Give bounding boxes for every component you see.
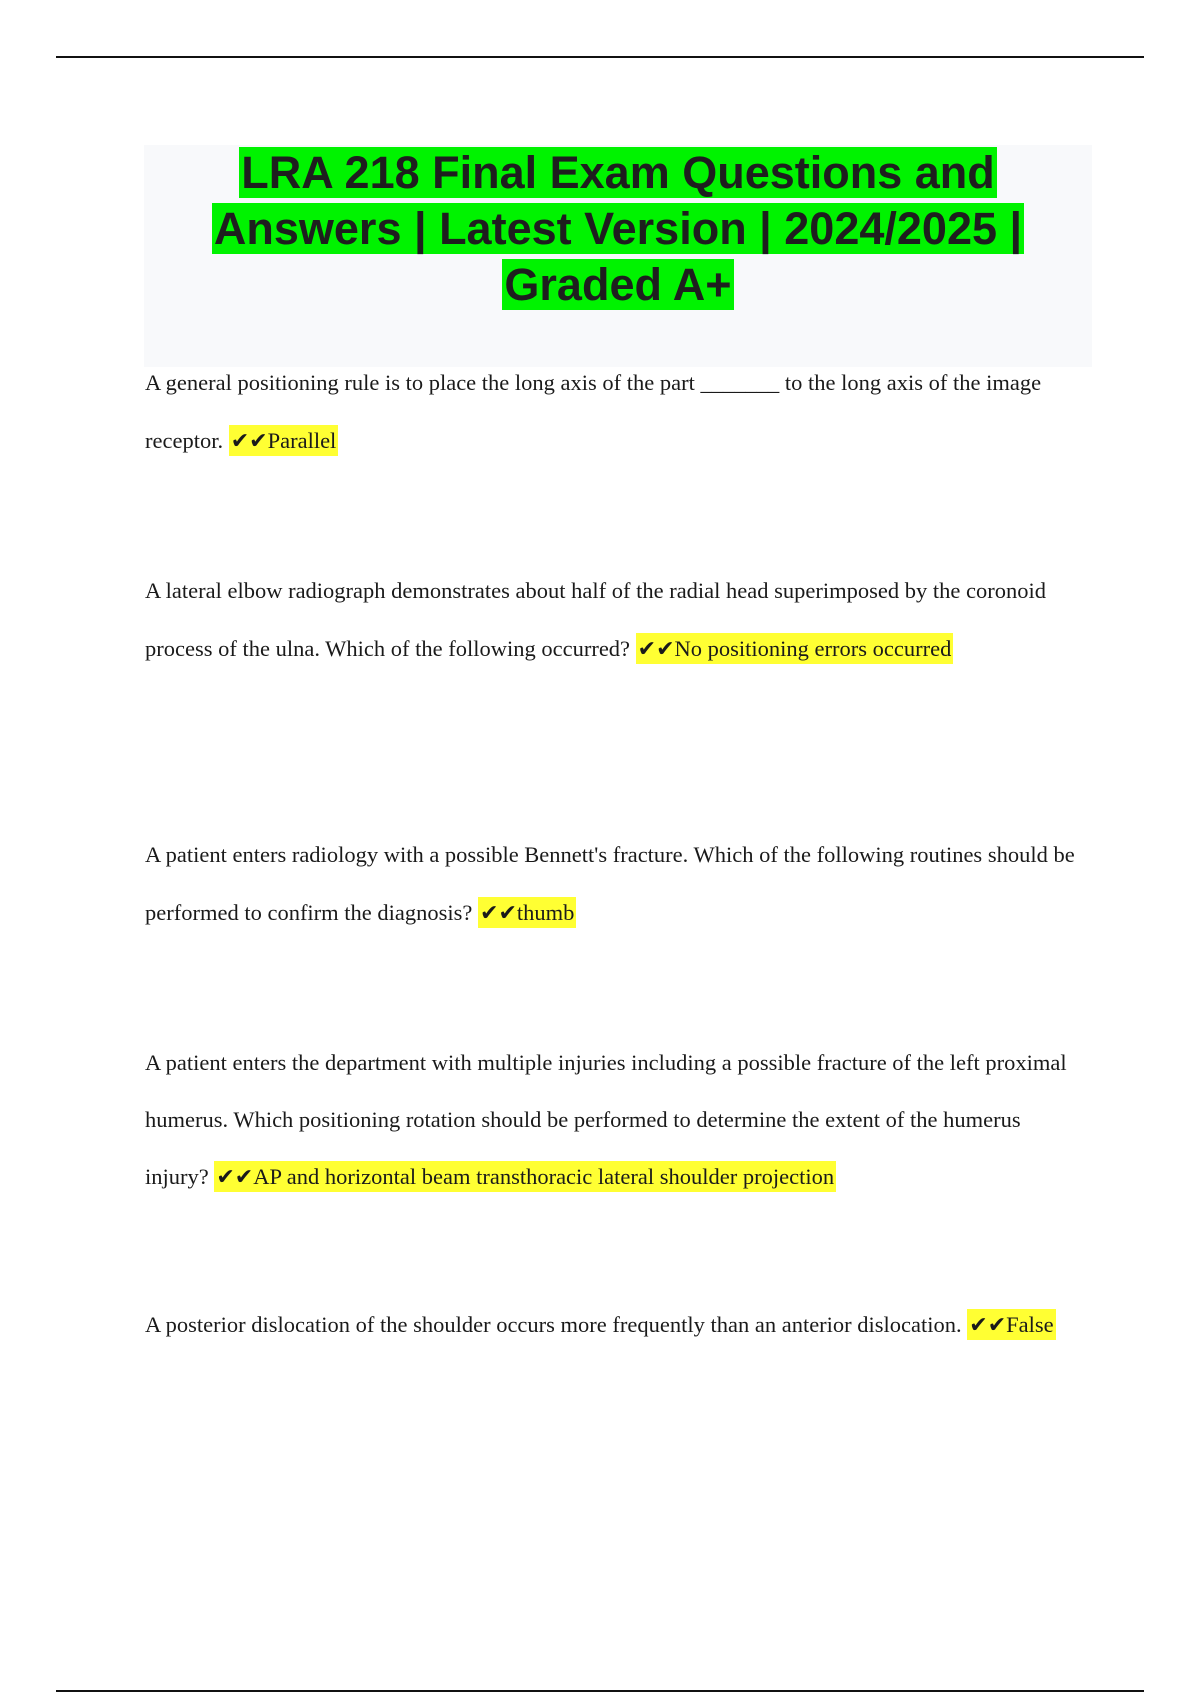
answer-3-text: thumb [516,900,575,925]
answer-1 [229,425,339,456]
qa-item-5 [145,1296,1075,1355]
qa-item-3 [145,826,1075,943]
question-4: A patient enters the department with multiple injuries including a possible fracture of the left proximal humerus. Which positioning rotation should be performed to determine the extent of the humerus injury? [145,1050,1067,1189]
double-check-icon: ✔✔ [637,637,675,662]
question-2: A lateral elbow radiograph demonstrates about half of the radial head superimposed by the coronoid process of the ulna. Which of the following occurred? [145,578,1046,661]
question-5: A posterior dislocation of the shoulder occurs more frequently than an anterior dislocation. [145,1312,962,1337]
answer-5-text: False [1006,1312,1054,1337]
bottom-rule [56,1690,1144,1692]
answer-4-text: AP and horizontal beam transthoracic lateral shoulder projection [253,1164,835,1189]
document-title [144,145,1092,313]
answer-2-text: No positioning errors occurred [674,636,952,661]
answer-2 [636,633,954,664]
answer-5 [967,1309,1055,1340]
double-check-icon: ✔✔ [230,429,268,454]
double-check-icon: ✔✔ [480,901,517,926]
double-check-icon: ✔✔ [216,1165,254,1190]
answer-1-text: Parallel [267,428,337,453]
qa-item-2 [145,562,1075,679]
answer-4 [214,1161,836,1192]
question-1: A general positioning rule is to place the long axis of the part _______ to the long axis of the image receptor. [145,370,1042,453]
answer-3 [478,897,576,928]
document-title-text: LRA 218 Final Exam Questions and Answers | Latest Version | 2024/2025 | Graded A+ [213,147,1023,310]
title-band [144,145,1092,367]
qa-item-4 [145,1034,1075,1206]
question-3: A patient enters radiology with a possible Bennett's fracture. Which of the following routines should be performed to confirm the diagnosis? [145,842,1075,925]
qa-item-1 [145,354,1075,471]
top-rule [56,56,1144,58]
double-check-icon: ✔✔ [969,1313,1007,1338]
